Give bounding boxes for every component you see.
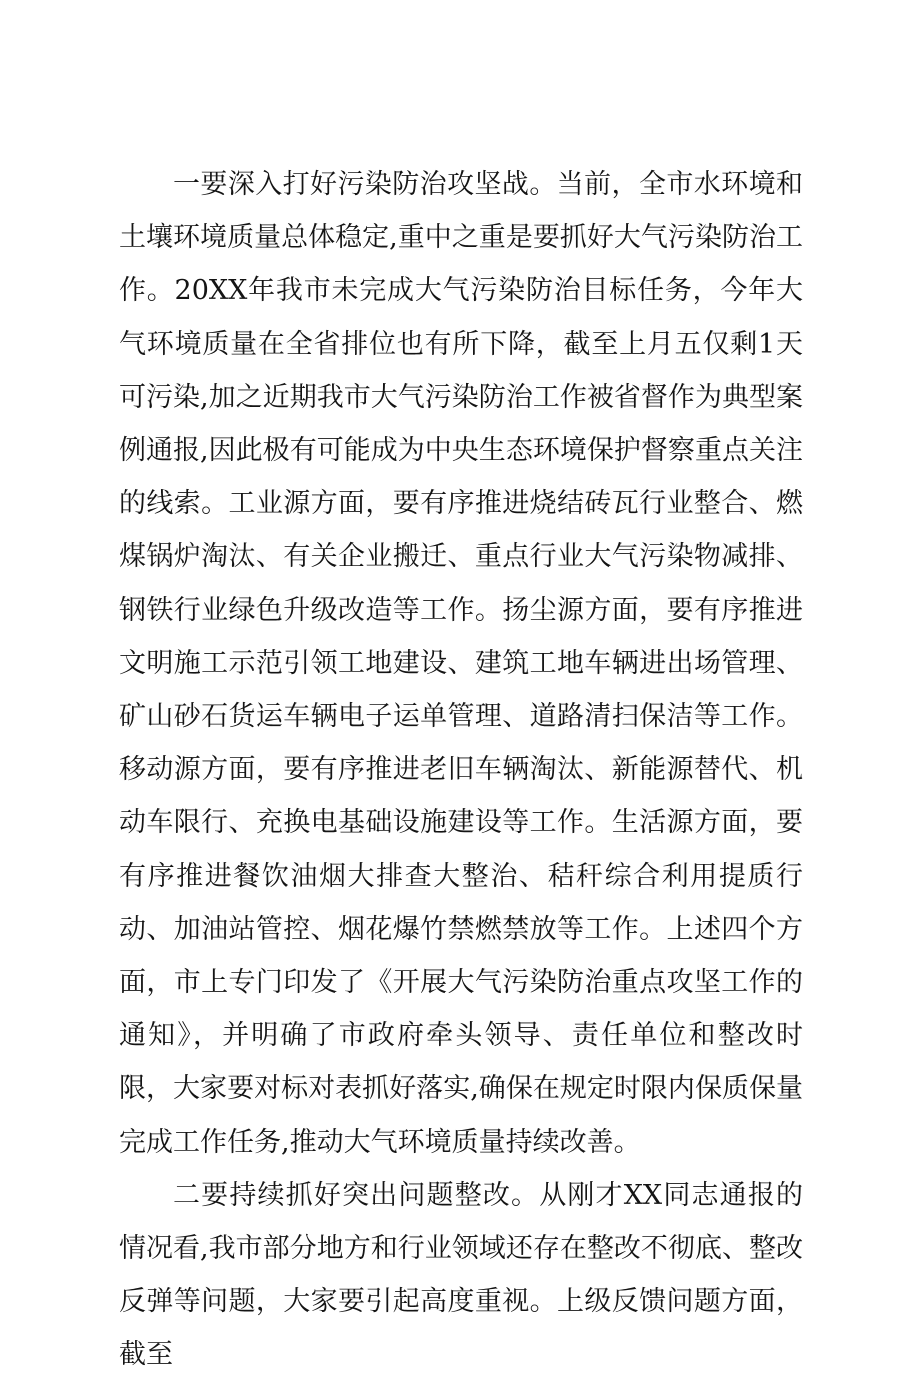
document-body	[119, 158, 803, 1382]
paragraph-air-pollution: 一要深入打好污染防治攻坚战。当前，全市水环境和土壤环境质量总体稳定,重中之重是要抓好大气污染防治工作。20XX年我市未完成大气污染防治目标任务，今年大气环境质量在全省排位也有所下降，截至上月五仅剩1天可污染,加之近期我市大气污染防治工作被省督作为典型案例通报,因此极有可能成为中央生态环境保护督察重点关注的线索。工业源方面，要有序推进烧结砖瓦行业整合、燃煤锅炉淘汰、有关企业搬迁、重点行业大气污染物减排、钢铁行业绿色升级改造等工作。扬尘源方面，要有序推进文明施工示范引领工地建设、建筑工地车辆进出场管理、矿山砂石货运车辆电子运单管理、道路清扫保洁等工作。移动源方面，要有序推进老旧车辆淘汰、新能源替代、机动车限行、充换电基础设施建设等工作。生活源方面，要有序推进餐饮油烟大排查大整治、秸秆综合利用提质行动、加油站管控、烟花爆竹禁燃禁放等工作。上述四个方面，市上专门印发了《开展大气污染防治重点攻坚工作的通知》，并明确了市政府牵头领导、责任单位和整改时限，大家要对标对表抓好落实,确保在规定时限内保质保量完成工作任务,推动大气环境质量持续改善。	[119, 169, 803, 1158]
paragraph-problem-rectification: 二要持续抓好突出问题整改。从刚才XX同志通报的情况看,我市部分地方和行业领域还存在整改不彻底、整改反弹等问题，大家要引起高度重视。上级反馈问题方面，截至	[119, 1179, 803, 1371]
